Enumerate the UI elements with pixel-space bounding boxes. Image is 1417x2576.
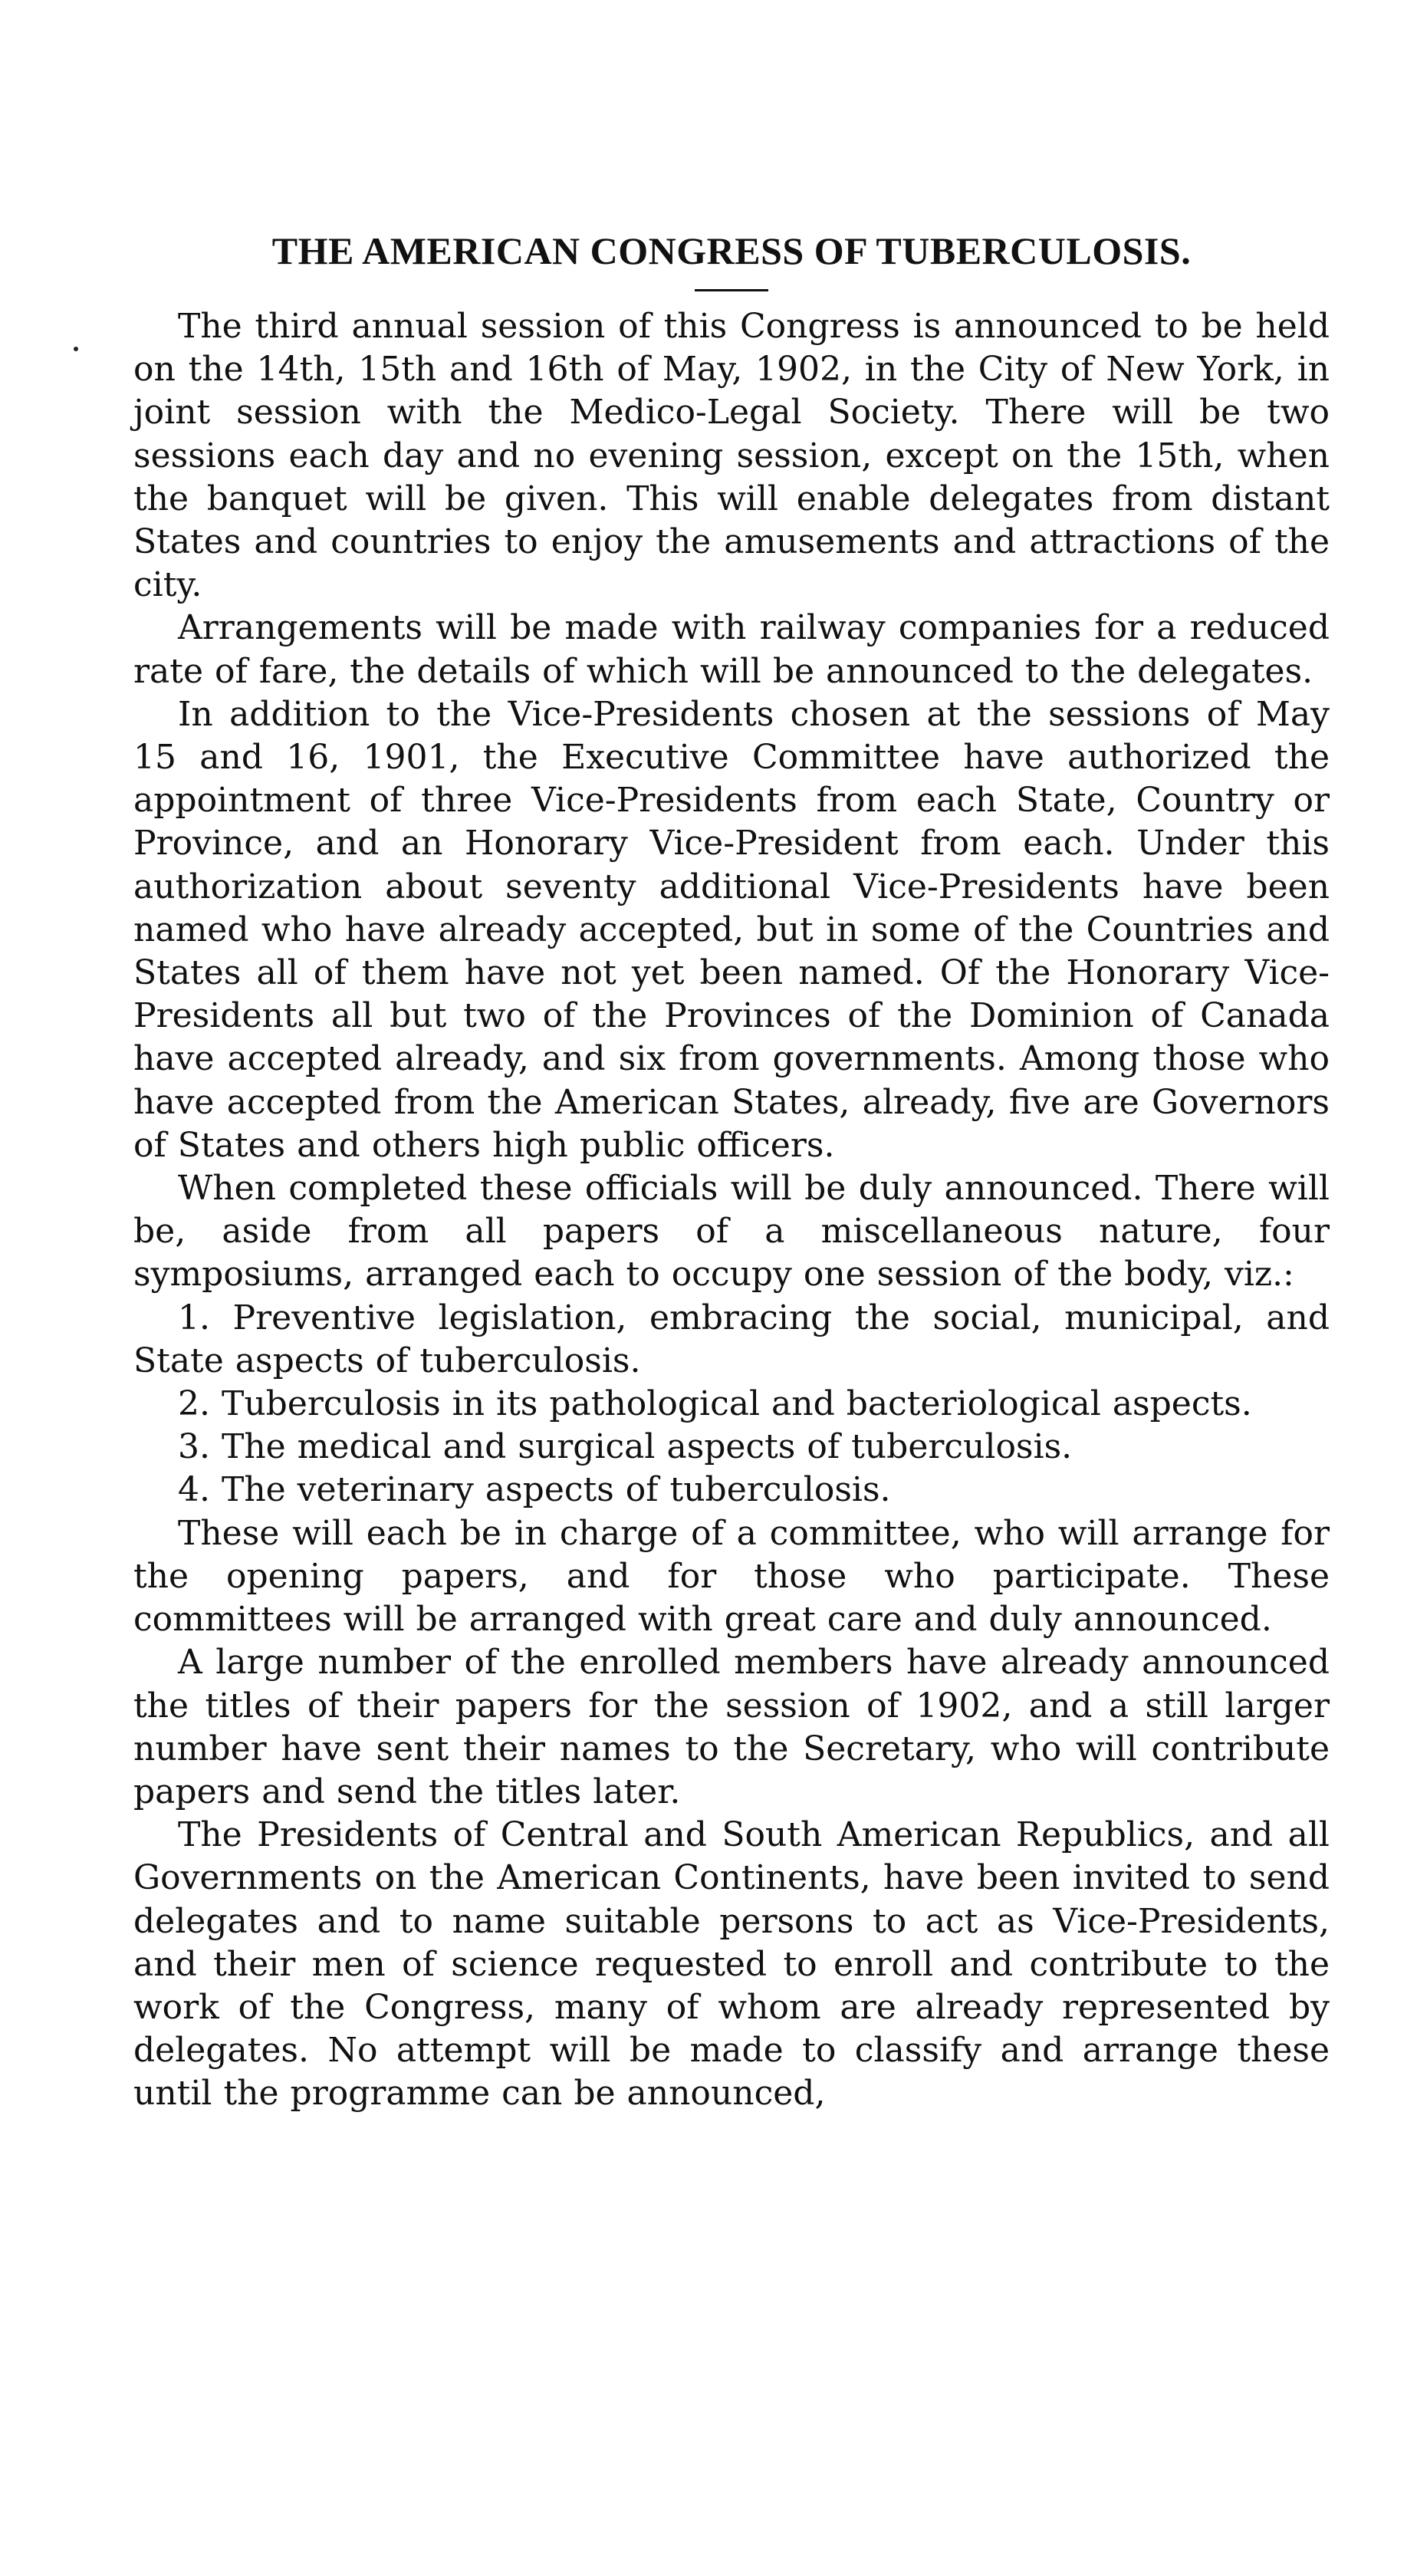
title-divider	[695, 289, 768, 291]
stray-ink-mark	[74, 347, 78, 351]
list-item-pathological-aspects: 2. Tuberculosis in its pathological and bacteriological aspects.	[178, 1384, 1252, 1424]
paragraph-railway-arrangements: Arrangements will be made with railway companies for a reduced rate of fare, the details of which will be announced to the delegates.	[133, 608, 1330, 691]
paragraph-committees: These will each be in charge of a committee, who will arrange for the opening papers, and for those who participate. These committees will be arranged with great care and duly announced.	[133, 1513, 1330, 1640]
paragraph-enrolled-members: A large number of the enrolled members have already announced the titles of their papers for the session of 1902, and a still larger number have sent their names to the Secretary, who will contribute papers and send the titles later.	[133, 1643, 1330, 1811]
list-item-veterinary-aspects: 4. The veterinary aspects of tuberculosis.	[178, 1470, 891, 1510]
list-item-preventive-legislation: 1. Preventive legislation, embracing the social, municipal, and State aspects of tuberculosis.	[133, 1298, 1330, 1380]
page-title: THE AMERICAN CONGRESS OF TUBERCULOSIS.	[271, 229, 1192, 272]
list-item-medical-surgical-aspects: 3. The medical and surgical aspects of tuberculosis.	[178, 1427, 1073, 1467]
paragraph-symposiums: When completed these officials will be duly announced. There will be, aside from all papers of a miscellaneous nature, four symposiums, arranged each to occupy one session of the body, viz.:	[133, 1169, 1330, 1295]
paragraph-session-announcement: The third annual session of this Congress is announced to be held on the 14th, 15th and 16th of May, 1902, in the City of New York, in joint session with the Medico-Legal Society. There will be two sessions each day and no evening session, except on the 15th, when the banquet will be given. This will enable delegates from distant States and countries to enjoy the amusements and attractions of the city.	[133, 307, 1330, 605]
paragraph-american-republics: The Presidents of Central and South American Republics, and all Governments on the American Continents, have been invited to send delegates and to name suitable persons to act as Vice-Presidents, and their men of science requested to enroll and contribute to the work of the Congress, many of whom are already represented by delegates. No attempt will be made to classify and arrange these until the programme can be announced,	[133, 1815, 1330, 2114]
document-page	[133, 230, 1330, 2116]
paragraph-vice-presidents: In addition to the Vice-Presidents chosen at the sessions of May 15 and 16, 1901, the Executive Committee have authorized the appointment of three Vice-Presidents from each State, Country or Province, and an Honorary Vice-President from each. Under this authorization about seventy additional Vice-Presidents have been named who have already accepted, but in some of the Countries and States all of them have not yet been named. Of the Honorary Vice-Presidents all but two of the Provinces of the Dominion of Canada have accepted already, and six from governments. Among those who have accepted from the American States, already, five are Governors of States and others high public officers.	[133, 694, 1330, 1165]
